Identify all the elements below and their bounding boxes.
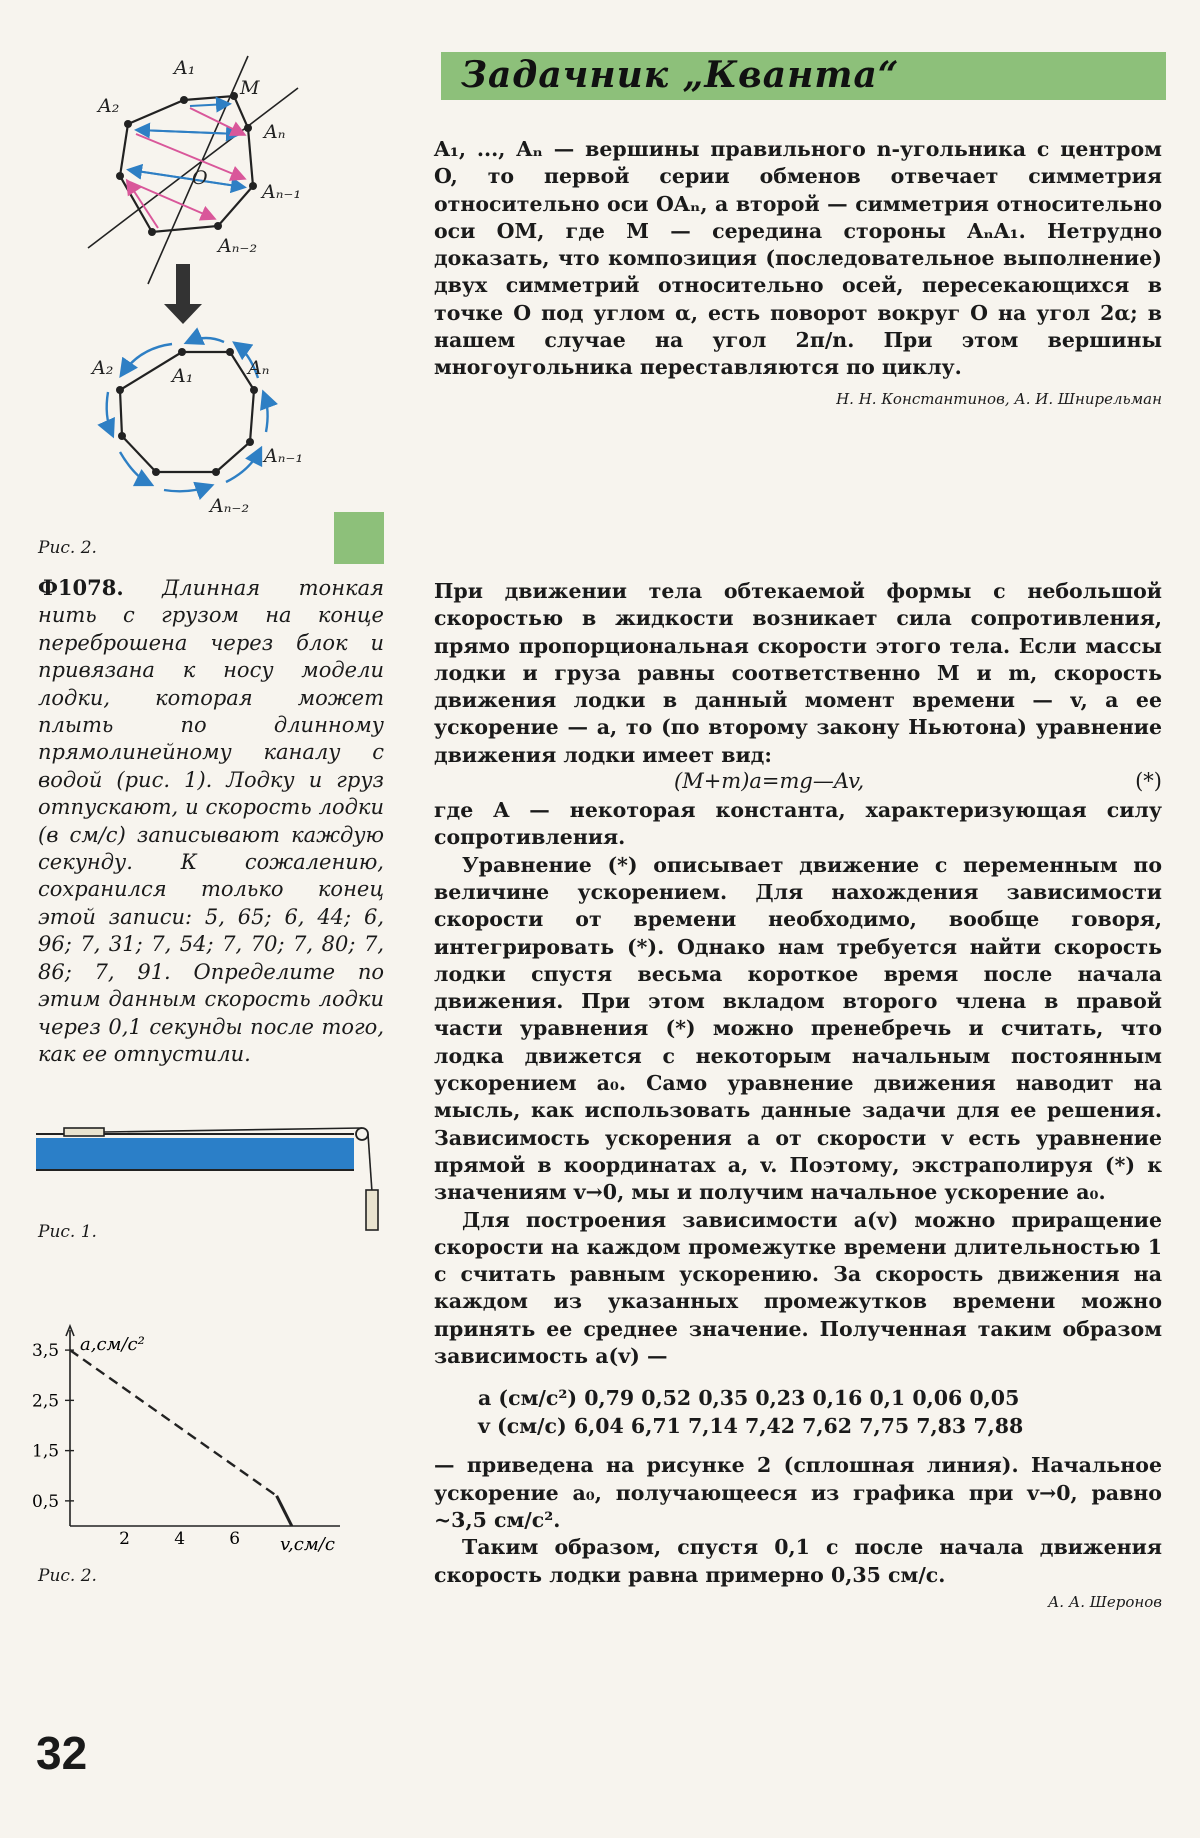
equation-tag: (*)	[1135, 769, 1162, 794]
page-number: 32	[36, 1727, 88, 1779]
solution-signature: А. А. Шеронов	[1047, 1592, 1162, 1611]
label-a1-top: A₁	[174, 57, 196, 79]
problem-block	[38, 574, 384, 1068]
section-banner	[441, 52, 1166, 100]
green-marker	[334, 512, 384, 564]
solution-p1: При движении тела обтекаемой формы с небольшой скоростью в жидкости возникает сила сопротивления, прямо пропорциональная скорости этого тела. Если массы лодки и груза равны соответственно M и m, скорость движения лодки в данный момент времени — v, а ее ускорение — a, то (по второму закону Ньютона) уравнение движения лодки имеет вид:	[434, 579, 1162, 767]
table-a-label: a (см/с²)	[478, 1386, 578, 1411]
label-an2-bottom: Aₙ₋₂	[210, 495, 250, 517]
label-a1-bottom: A₁	[172, 365, 194, 387]
equation-row	[434, 769, 1162, 797]
x-tick-label: 2	[119, 1529, 130, 1549]
top-paragraph: A₁, ..., Aₙ — вершины правильного n-угольника с центром O, то первой серии обменов отвечает симметрия относительно оси OAₙ, а второй — симметрия относительно оси OM, где M — середина стороны AₙA₁. Нетрудно доказать, что композиция (последовательное выполнение) двух симметрий относительно осей, пересекающихся в точке O под углом α, есть поворот вокруг O на угол 2α; в нашем случае на угол 2π/n. При этом вершины многоугольника переставляются по циклу.	[434, 137, 1162, 380]
y-axis-label: a,см/с²	[80, 1334, 145, 1355]
label-an-bottom: Aₙ	[248, 357, 270, 379]
fig1-caption: Рис. 1.	[38, 1222, 97, 1242]
pulley	[356, 1128, 368, 1140]
label-o: O	[192, 167, 208, 189]
cycle-arrows	[107, 338, 268, 491]
table-a-values: 0,79 0,52 0,35 0,23 0,16 0,1 0,06 0,05	[584, 1386, 1020, 1411]
solution-p3: Уравнение (*) описывает движение с переменным по величине ускорением. Для нахождения зависимости скорости от времени необходимо, вообще говоря, интегрировать (*). Однако нам требуется найти скорость лодки спустя весьма короткое время после начала движения. При этом вкладом второго члена в правой части уравнения (*) можно пренебречь и считать, что лодка движется с некоторым начальным постоянным ускорением a₀. Само уравнение движения наводит на мысль, как использовать данные задачи для ее решения. Зависимость ускорения a от скорости v есть уравнение прямой в координатах a, v. Поэтому, экстраполируя (*) к значениям v→0, мы и получим начальное ускорение a₀.	[434, 852, 1162, 1205]
y-tick-label: 3,5	[32, 1341, 60, 1362]
solution-p4: Для построения зависимости a(v) можно приращение скорости на каждом промежутке времени длительностью 1 с считать равным ускорению. За скорость движения на каждом из указанных промежутков времени можно принять ее среднее значение. Полученная таким образом зависимость a(v) —	[434, 1207, 1162, 1369]
polygon-outline	[120, 96, 253, 232]
pink-arrows	[128, 108, 243, 228]
x-axis-label: v,см/с	[280, 1534, 335, 1555]
x-tick-label: 6	[229, 1529, 241, 1549]
problem-text: Длинная тонкая нить с грузом на конце переброшена через блок и привязана к носу модели лодки, которая может плыть по длинному прямолинейному каналу с водой (рис. 1). Лодку и груз отпускают, и скорость лодки (в см/с) записывают каждую секунду. К сожалению, сохранился только конец этой записи: 5, 65; 6, 44; 6, 96; 7, 31; 7, 54; 7, 70; 7, 80; 7, 86; 7, 91. Определите по этим данным скорость лодки через 0,1 секунды после того, как ее отпустили.	[38, 576, 384, 1066]
graph-figure	[20, 1320, 392, 1560]
y-tick-label: 1,5	[32, 1441, 60, 1462]
equation: (M+m)a=mg—Av,	[674, 769, 865, 794]
label-an-top: Aₙ	[264, 121, 286, 143]
label-an1-top: Aₙ₋₁	[262, 181, 302, 203]
x-tick-label: 4	[174, 1529, 186, 1549]
polygon-figure	[78, 52, 338, 546]
data-table	[478, 1384, 1162, 1440]
label-an2-top: Aₙ₋₂	[218, 235, 258, 257]
solution-p5: — приведена на рисунке 2 (сплошная линия). Начальное ускорение a₀, получающееся из графика при v→0, равно ~3,5 см/с².	[434, 1453, 1162, 1532]
down-arrow-icon	[164, 264, 202, 324]
top-signature: Н. Н. Константинов, А. И. Шнирельман	[836, 389, 1162, 408]
solid-data-line	[277, 1496, 292, 1526]
polygon-bottom	[90, 338, 303, 517]
boat-model	[64, 1128, 104, 1136]
polygon-top	[88, 56, 301, 284]
canal-water	[36, 1138, 354, 1170]
fig2-top-caption: Рис. 2.	[38, 538, 97, 558]
label-a2-top: A₂	[98, 95, 120, 117]
string	[104, 1128, 362, 1132]
label-an1-bottom: Aₙ₋₁	[264, 445, 304, 467]
y-tick-label: 0,5	[32, 1491, 60, 1512]
label-a2-bottom: A₂	[92, 357, 114, 379]
y-tick-label: 2,5	[32, 1391, 60, 1412]
dashed-extrapolation-line	[70, 1350, 277, 1496]
table-v-values: 6,04 6,71 7,14 7,42 7,62 7,75 7,83 7,88	[573, 1414, 1024, 1439]
banner-title: Задачник „Кванта“	[461, 54, 900, 96]
solution-block	[434, 578, 1162, 1611]
problem-number: Ф1078.	[38, 575, 124, 600]
solution-p6: Таким образом, спустя 0,1 с после начала движения скорость лодки равна примерно 0,35 см/с.	[434, 1535, 1162, 1587]
weight	[366, 1190, 378, 1230]
fig2-graph-caption: Рис. 2.	[38, 1566, 97, 1586]
label-m: M	[240, 77, 260, 99]
table-v-label: v (см/с)	[478, 1414, 567, 1439]
top-text-block	[434, 136, 1162, 408]
canal-figure	[36, 1120, 388, 1238]
solution-p2: где A — некоторая константа, характеризующая силу сопротивления.	[434, 798, 1162, 850]
